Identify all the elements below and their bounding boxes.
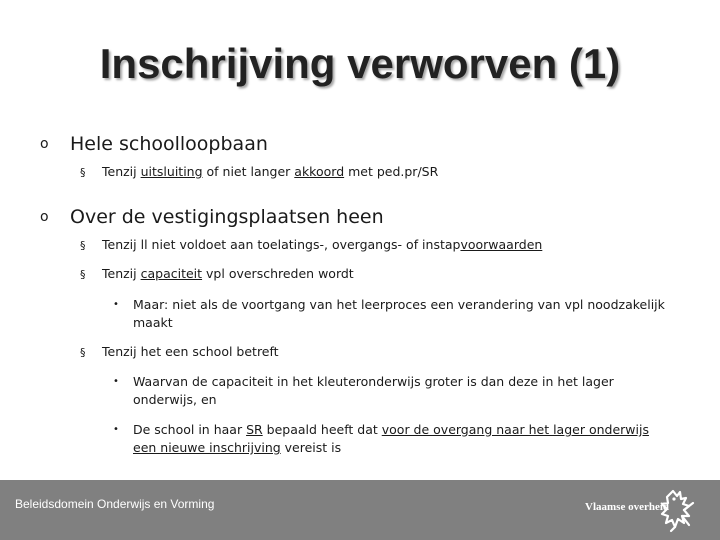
sub-bullet-school-betreft: § Tenzij het een school betreft [80, 344, 279, 359]
bullet-hele-schoolloopbaan [40, 133, 268, 155]
vlaamse-overheid-logo-text: Vlaamse overheid [585, 501, 670, 513]
sub-bullet-marker: § [80, 239, 86, 252]
sub-bullet-marker: § [80, 268, 86, 281]
bullet-marker: o [40, 136, 49, 152]
footer-bar [0, 480, 720, 540]
sub-sub-bullet-marker: • [113, 299, 119, 310]
sub-sub-bullet-marker: • [113, 376, 119, 387]
bullet-vestigingsplaatsen [40, 206, 384, 228]
underlined-term: uitsluiting [140, 164, 203, 179]
sub-bullet-uitsluiting: § Tenzij uitsluiting of niet langer akkoord met ped.pr/SR [80, 164, 439, 179]
underlined-term: akkoord [294, 164, 345, 179]
footer-department-text: Beleidsdomein Onderwijs en Vorming [15, 497, 215, 511]
underlined-term: capaciteit [140, 266, 203, 281]
underlined-term: voorwaarden [460, 237, 543, 252]
bullet-marker: o [40, 209, 49, 225]
flemish-lion-icon [653, 485, 703, 535]
sub-bullet-marker: § [80, 346, 86, 359]
sub-sub-bullet-de-school [113, 421, 673, 457]
sub-sub-bullet-waarvan [113, 373, 673, 409]
sub-bullet-marker: § [80, 166, 86, 179]
sub-sub-bullet-maar [113, 296, 673, 332]
sub-bullet-voorwaarden: § Tenzij ll niet voldoet aan toelatings-, overgangs- of instapvoorwaarden [80, 237, 543, 252]
sub-sub-bullet-text: Waarvan de capaciteit in het kleuteronderwijs groter is dan deze in het lager onderwijs, en [133, 374, 614, 407]
slide-title: Inschrijving verworven (1) [99, 40, 621, 87]
sub-sub-bullet-text: De school in haar SR bepaald heeft dat voor de overgang naar het lager onderwijs een nieuwe inschrijving vereist is [133, 422, 649, 455]
sub-sub-bullet-text: Maar: niet als de voortgang van het leerproces een verandering van vpl noodzakelijk maakt [133, 297, 665, 330]
sub-bullet-capaciteit: § Tenzij capaciteit vpl overschreden wordt [80, 266, 354, 281]
underlined-term: voor de overgang naar het lager onderwijs een nieuwe inschrijving [133, 422, 649, 455]
underlined-term: SR [246, 422, 263, 437]
bullet-text: Hele schoolloopbaan [70, 133, 268, 155]
bullet-text: Over de vestigingsplaatsen heen [70, 206, 384, 228]
sub-sub-bullet-marker: • [113, 424, 119, 435]
